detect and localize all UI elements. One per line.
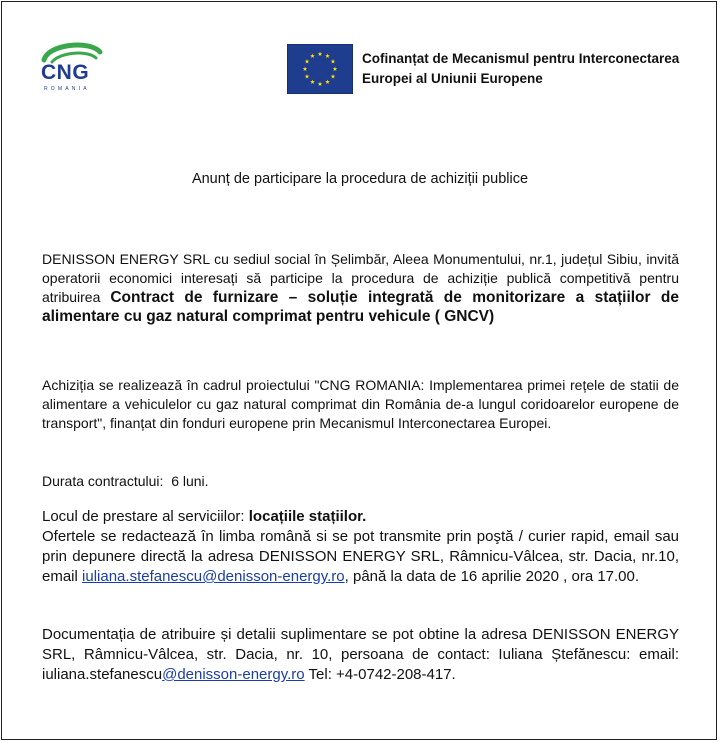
eu-star-icon (305, 74, 310, 78)
offers-paragraph (42, 527, 679, 587)
offers-text-before: Ofertele se redactează în limba română si se pot transmite prin poştă / curier rapid, email sau prin depunere directă la adresa DENISSON ENERGY SRL, Râmnicu-Vâlcea, str. Dacia, nr.10, email (42, 528, 679, 585)
eu-flag-icon (287, 44, 353, 94)
eu-star-icon (303, 67, 308, 71)
eu-star-icon (318, 82, 323, 86)
eu-star-icon (318, 52, 323, 56)
offers-email-link[interactable]: iuliana.stefanescu@denisson-energy.ro (82, 568, 345, 585)
duration-label: Durata contractului: (42, 473, 164, 489)
eu-star-icon (331, 74, 336, 78)
intro-text: DENISSON ENERGY SRL cu sediul social în Șelimbăr, Aleea Monumentului, nr.1, județul Sibiu, invită operatorii economici interesați să participe la procedura de achiziție publică competitivă pentru atribuirea (42, 251, 679, 305)
eu-title-line2: Europei al Uniunii Europene (362, 71, 543, 86)
eu-title-line1: Cofinanțat de Mecanismul pentru Interconectarea (362, 51, 680, 66)
eu-star-icon (325, 80, 330, 84)
cng-logo-text: CNG (41, 61, 90, 84)
duration-paragraph (42, 472, 679, 491)
eu-star-icon (325, 54, 330, 58)
location-paragraph (42, 507, 679, 527)
eu-star-icon (305, 59, 310, 63)
eu-star-icon (310, 80, 315, 84)
eu-star-icon (310, 54, 315, 58)
offers-text-after: , până la data de 16 aprilie 2020 , ora 17.00. (344, 568, 640, 585)
documentation-text: Documentația de atribuire și detalii suplimentare se pot obtine la adresa DENISSON ENERGY SRL, Râmnicu-Vâlcea, str. Dacia, nr. 10, persoana de contact: Iuliana Ștefănescu: email: iuliana.stefanescu (42, 626, 679, 683)
duration-value: 6 luni. (171, 473, 209, 489)
location-value: locațiile stațiilor. (248, 508, 367, 525)
cng-logo-subtext: ROMANIA (44, 86, 90, 92)
documentation-email-link[interactable]: @denisson-energy.ro (162, 666, 305, 683)
intro-paragraph (42, 250, 679, 326)
documentation-phone: Tel: +4-0742-208-417. (308, 666, 456, 683)
cng-logo (38, 40, 108, 98)
contract-title: Contract de furnizare – soluție integrată de monitorizare a stațiilor de alimentare cu gaz natural comprimat pentru vehicule ( GNCV) (42, 289, 680, 325)
eu-star-icon (333, 67, 338, 71)
announcement-title: Anunț de participare la procedura de achiziții publice (191, 171, 529, 187)
documentation-paragraph (42, 625, 679, 685)
project-paragraph: Achiziția se realizează în cadrul proiectului "CNG ROMANIA: Implementarea primei rețele de statii de alimentare a vehiculelor cu gaz natural comprimat din România de-a lungul coridoarelor europene de transport", finanțat din fonduri europene prin Mecanismul Interconectarea Europei. (42, 377, 679, 431)
eu-star-icon (331, 59, 336, 63)
eu-funding-title (362, 49, 702, 89)
location-label: Locul de prestare al serviciilor: (42, 508, 245, 525)
